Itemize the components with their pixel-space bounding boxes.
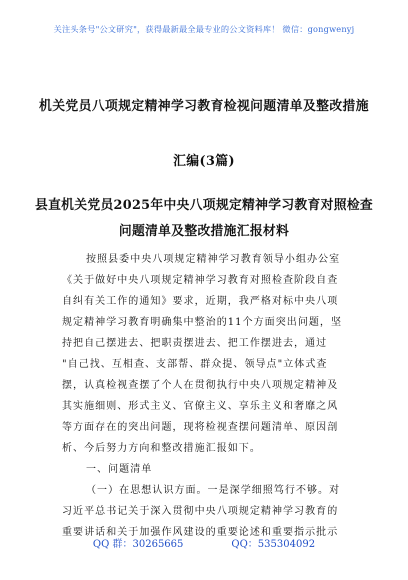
body-paragraph-line: 规定精神学习教育明确集中整治的11个方面突出问题，坚 [62, 317, 343, 328]
section-heading-problem-list: 一、问题清单 [86, 464, 153, 475]
body-paragraph-line: 习近平总书记关于深入贯彻中央八项规定精神学习教育的 [62, 506, 339, 517]
body-paragraph-line: 《关于做好中央八项规定精神学习教育对照检查阶段自查 [62, 275, 339, 286]
footer-qq-group: QQ 群：30265665 [92, 539, 184, 550]
section-title: 县直机关党员2025年中央八项规定精神学习教育对照检查 [34, 198, 374, 213]
header-banner: 关注头条号"公文研究"，获得最新最全最专业的公文资料库！ 微信：gongwenyj [53, 24, 355, 34]
body-paragraph-line: （一）在思想认识方面。一是深学细照笃行不够。对 [86, 485, 341, 496]
body-paragraph-line: 持把自己摆进去、把职责摆进去、把工作摆进去，通过 [62, 338, 328, 349]
body-paragraph-line: 摆，认真检视查摆了个人在贯彻执行中央八项规定精神及 [62, 380, 339, 391]
body-paragraph-line: 其实施细则、形式主义、官僚主义、享乐主义和奢靡之风 [62, 401, 339, 412]
footer-qq-number: QQ：535304092 [231, 539, 316, 550]
body-paragraph-line: "自己找、互相查、支部帮、群众提、领导点"立体式查 [62, 359, 328, 370]
document-title: 机关党员八项规定精神学习教育检视问题清单及整改措施 [39, 99, 369, 114]
document-title-subtitle: 汇编(3篇) [173, 154, 235, 169]
body-paragraph-line: 析、今后努力方向和整改措施汇报如下。 [62, 443, 261, 454]
body-paragraph-line: 等方面存在的突出问题，现将检视查摆问题清单、原因剖 [62, 422, 339, 433]
body-paragraph-line: 按照县委中央八项规定精神学习教育领导小组办公室 [86, 254, 341, 265]
footer-contact [0, 535, 408, 550]
body-paragraph-line: 自纠有关工作的通知》要求，近期，我严格对标中央八项 [62, 296, 339, 307]
body-paragraph-line: 重要讲话和关于加强作风建设的重要论述和重要指示批示 [62, 527, 339, 538]
section-title-continued: 问题清单及整改措施汇报材料 [118, 224, 290, 239]
